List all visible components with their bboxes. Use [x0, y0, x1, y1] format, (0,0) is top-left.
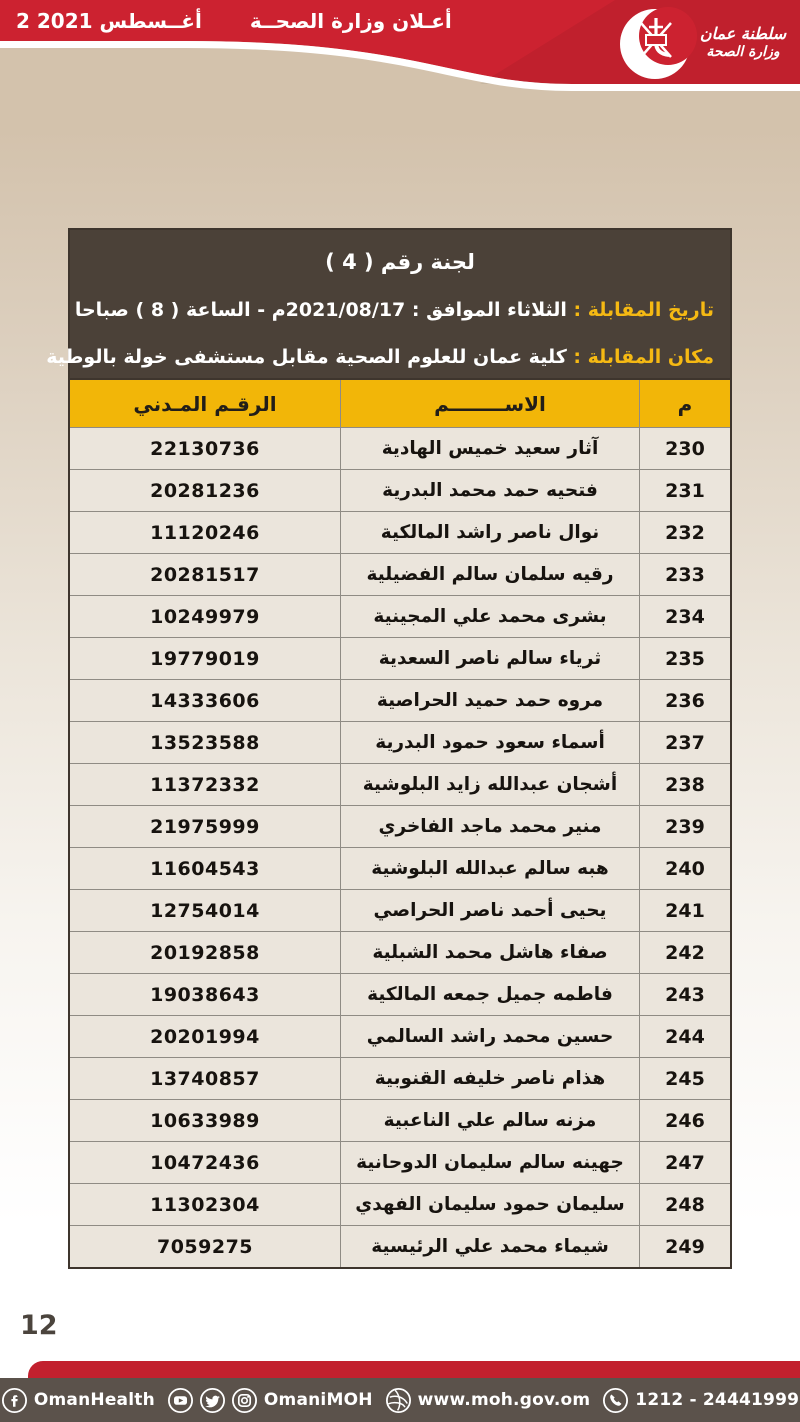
candidate-name: آثار سعيد خميس الهادية — [340, 428, 640, 469]
youtube-icon — [167, 1387, 194, 1414]
website-label: www.moh.gov.om — [417, 1390, 591, 1410]
candidate-name: أشجان عبدالله زايد البلوشية — [340, 764, 640, 805]
row-number: 244 — [665, 1025, 705, 1048]
civil-id: 11302304 — [150, 1193, 260, 1216]
row-number: 232 — [665, 521, 705, 544]
table-row — [70, 428, 730, 470]
civil-id: 11604543 — [150, 857, 260, 880]
table-row — [70, 1016, 730, 1058]
civil-id: 7059275 — [156, 1235, 254, 1258]
civil-id: 20192858 — [150, 941, 260, 964]
candidate-name: شيماء محمد علي الرئيسية — [340, 1226, 640, 1267]
table-row — [70, 554, 730, 596]
row-number: 245 — [665, 1067, 705, 1090]
row-number: 248 — [665, 1193, 705, 1216]
header-title: أعـلان وزارة الصحــة — [249, 9, 452, 33]
globe-icon — [385, 1387, 412, 1414]
footer-bar — [0, 1378, 800, 1422]
interview-place-value: كلية عمان للعلوم الصحية مقابل مستشفى خولة بالوطية — [46, 346, 567, 368]
civil-id: 11372332 — [150, 773, 260, 796]
civil-id: 13523588 — [150, 731, 260, 754]
table-row — [70, 764, 730, 806]
table-row — [70, 1142, 730, 1184]
candidate-name: سليمان حمود سليمان الفهدي — [340, 1184, 640, 1225]
civil-id: 10472436 — [150, 1151, 260, 1174]
interview-date-line — [74, 299, 714, 321]
civil-id: 22130736 — [150, 437, 260, 460]
row-number: 233 — [665, 563, 705, 586]
candidate-name: بشرى محمد علي المجينية — [340, 596, 640, 637]
candidate-name: مزنه سالم علي الناعبية — [340, 1100, 640, 1141]
table-row — [70, 932, 730, 974]
table-row — [70, 722, 730, 764]
table-body — [70, 428, 730, 1267]
table-row — [70, 470, 730, 512]
row-number: 235 — [665, 647, 705, 670]
social-label: OmaniMOH — [263, 1390, 373, 1410]
column-header-name: الاســــــــم — [340, 380, 640, 427]
candidate-name: جهينه سالم سليمان الدوحانية — [340, 1142, 640, 1183]
column-header-civil-id: الرقـم المـدني — [133, 391, 277, 416]
candidate-name: نوال ناصر راشد المالكية — [340, 512, 640, 553]
civil-id: 12754014 — [150, 899, 260, 922]
logo-line2: وزارة الصحة — [706, 44, 780, 60]
row-number: 236 — [665, 689, 705, 712]
phone-contact[interactable] — [602, 1387, 799, 1414]
candidate-name: أسماء سعود حمود البدرية — [340, 722, 640, 763]
website-link[interactable] — [385, 1387, 591, 1414]
candidate-name: يحيى أحمد ناصر الحراصي — [340, 890, 640, 931]
instagram-icon — [231, 1387, 258, 1414]
candidate-name: صفاء هاشل محمد الشبلية — [340, 932, 640, 973]
row-number: 230 — [665, 437, 705, 460]
interview-date-value: الثلاثاء الموافق : 2021/08/17م - الساعة ( 8 ) صباحا — [74, 299, 567, 321]
phone-icon — [602, 1387, 629, 1414]
interview-place-label: مكان المقابلة : — [573, 346, 714, 368]
civil-id: 13740857 — [150, 1067, 260, 1090]
header-date: 2 أغــسطس 2021 — [16, 9, 202, 33]
candidate-name: منير محمد ماجد الفاخري — [340, 806, 640, 847]
social-handles[interactable] — [167, 1387, 373, 1414]
civil-id: 20201994 — [150, 1025, 260, 1048]
row-number: 246 — [665, 1109, 705, 1132]
phone-label: 1212 - 24441999 — [635, 1390, 800, 1410]
row-number: 249 — [665, 1235, 705, 1258]
row-number: 241 — [665, 899, 705, 922]
table-row — [70, 1226, 730, 1267]
page-number: 12 — [20, 1310, 58, 1341]
table-row — [70, 890, 730, 932]
table-row — [70, 1100, 730, 1142]
table-row — [70, 1058, 730, 1100]
table-header-row — [70, 380, 730, 428]
table-row — [70, 596, 730, 638]
row-number: 247 — [665, 1151, 705, 1174]
row-number: 234 — [665, 605, 705, 628]
page-header — [0, 0, 800, 135]
committee-table — [46, 228, 732, 1269]
civil-id: 14333606 — [150, 689, 260, 712]
notice-panel — [46, 230, 730, 380]
candidate-name: فاطمه جميل جمعه المالكية — [340, 974, 640, 1015]
candidate-name: ثرياء سالم ناصر السعدية — [340, 638, 640, 679]
moh-logo-text — [688, 24, 798, 62]
column-header-num: م — [677, 391, 693, 416]
logo-line1: سلطنة عمان — [699, 24, 787, 43]
civil-id: 21975999 — [150, 815, 260, 838]
facebook-label: OmanHealth — [33, 1390, 155, 1410]
row-number: 237 — [665, 731, 705, 754]
row-number: 243 — [665, 983, 705, 1006]
row-number: 239 — [665, 815, 705, 838]
candidate-name: رقيه سلمان سالم الفضيلية — [340, 554, 640, 595]
table-row — [70, 638, 730, 680]
table-row — [70, 1184, 730, 1226]
table-row — [70, 806, 730, 848]
table-row — [70, 848, 730, 890]
committee-title: لجنة رقم ( 4 ) — [325, 250, 475, 274]
candidate-name: هبه سالم عبدالله البلوشية — [340, 848, 640, 889]
facebook-icon — [1, 1387, 28, 1414]
candidate-name: هذام ناصر خليفه القنوبية — [340, 1058, 640, 1099]
civil-id: 20281236 — [150, 479, 260, 502]
civil-id: 19779019 — [150, 647, 260, 670]
interview-place-line — [46, 346, 714, 368]
civil-id: 10249979 — [150, 605, 260, 628]
civil-id: 10633989 — [150, 1109, 260, 1132]
table-row — [70, 680, 730, 722]
twitter-icon — [199, 1387, 226, 1414]
row-number: 238 — [665, 773, 705, 796]
row-number: 242 — [665, 941, 705, 964]
civil-id: 19038643 — [150, 983, 260, 1006]
interview-date-label: تاريخ المقابلة : — [573, 299, 714, 321]
footer-red-band — [28, 1361, 800, 1378]
civil-id: 11120246 — [150, 521, 260, 544]
table-row — [70, 512, 730, 554]
facebook-handle[interactable] — [1, 1387, 155, 1414]
table-row — [70, 974, 730, 1016]
row-number: 240 — [665, 857, 705, 880]
candidate-name: فتحيه حمد محمد البدرية — [340, 470, 640, 511]
civil-id: 20281517 — [150, 563, 260, 586]
row-number: 231 — [665, 479, 705, 502]
candidate-name: حسين محمد راشد السالمي — [340, 1016, 640, 1057]
candidate-name: مروه حمد حميد الحراصية — [340, 680, 640, 721]
